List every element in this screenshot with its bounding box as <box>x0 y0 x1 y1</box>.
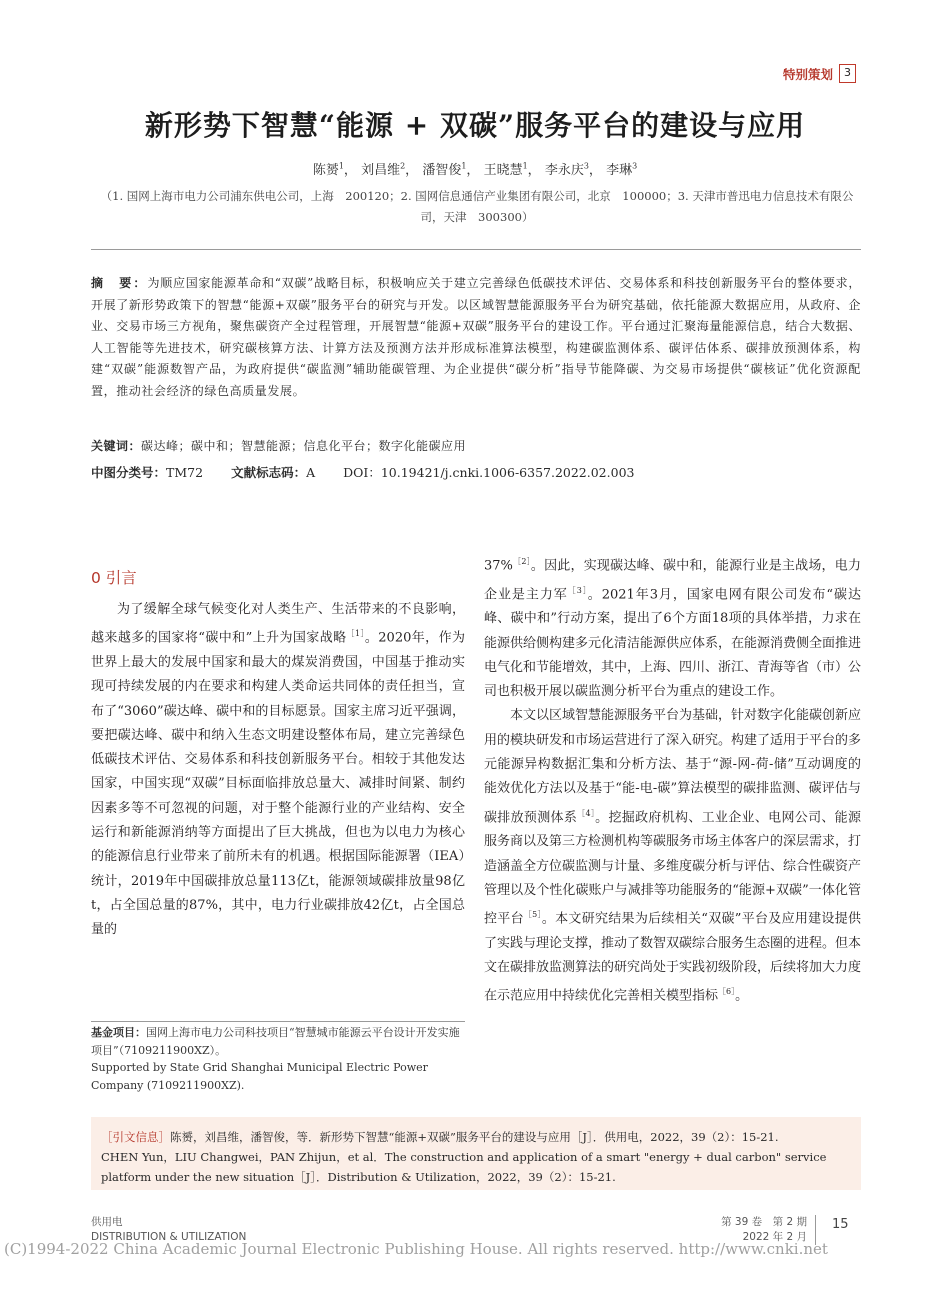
author-sup: 1 <box>338 161 344 171</box>
reference-mark: ［5］ <box>523 910 542 920</box>
fund-label: 基金项目： <box>91 1026 146 1039</box>
author-sup: 2 <box>400 161 406 171</box>
journal-cn: 供用电 <box>91 1216 123 1228</box>
text-run: 37% <box>484 558 513 574</box>
keywords <box>91 437 466 454</box>
left-column <box>91 598 465 942</box>
author-sup: 1 <box>461 161 467 171</box>
body-paragraph <box>484 550 861 704</box>
fund-cn: 国网上海市电力公司科技项目“智慧城市能源云平台设计开发实施项目”（7109211900XZ）。 <box>91 1026 460 1057</box>
abstract-label: 摘 要： <box>91 276 148 290</box>
affiliations: （1. 国网上海市电力公司浦东供电公司，上海 200120；2. 国网信息通信产业集团有限公司，北京 100000；3. 天津市普迅电力信息技术有限公司，天津 300300） <box>100 189 854 224</box>
author-name: 陈赟 <box>312 163 339 178</box>
citation-box <box>91 1117 861 1190</box>
copyright-watermark: (C)1994-2022 China Academic Journal Electronic Publishing House. All rights reserved. http://www.cnki.net <box>4 1240 828 1258</box>
author-name: 刘昌维 <box>361 163 401 178</box>
abstract-text: 为顺应国家能源革命和“双碳”战略目标，积极响应关于建立完善绿色低碳技术评估、交易体系和科技创新服务平台的整体要求，开展了新形势政策下的智慧“能源+双碳”服务平台的研究与开发。以区域智慧能源服务平台为研究基础，依托能源大数据应用，从政府、企业、交易市场三方视角，聚焦碳资产全过程管理，开展智慧“能源+双碳”服务平台的建设工作。平台通过汇聚海量能源信息，结合大数据、人工智能等先进技术，研究碳核算方法、计算方法及预测方法并形成标准算法模型，构建碳监测体系、碳评估体系、碳排放预测体系，构建“双碳”能源数智产品，为政府提供“碳监测”辅助能碳管理、为企业提供“碳分析”指导节能降碳、为交易市场提供“碳核证”优化资源配置，推动社会经济的绿色高质量发展。 <box>91 276 861 398</box>
paper-title: 新形势下智慧“能源 + 双碳”服务平台的建设与应用 <box>144 109 806 142</box>
text-run: 。本文研究结果为后续相关“双碳”平台及应用建设提供了实践与理论支撑，推动了数智双碳综合服务生态圈的进程。但本文在碳排放监测算法的研究尚处于实践初级阶段，后续将加大力度在示范应用中持续优化完善相关模型指标 <box>484 911 862 1004</box>
text-run: 。2021年3月，国家电网有限公司发布“碳达峰、碳中和”行动方案，提出了6个方面18项的具体举措，力求在能源供给侧构建多元化清洁能源供应体系，在能源消费侧全面推进电气化和节能增效，其中，上海、四川、浙江、青海等省（市）公司也积极开展以碳监测分析平台为重点的建设工作。 <box>484 586 862 700</box>
journal-en: DISTRIBUTION & UTILIZATION <box>91 1231 247 1243</box>
right-column <box>484 550 861 1009</box>
doi-value: 10.19421/j.cnki.1006-6357.2022.02.003 <box>380 465 635 480</box>
fund-divider <box>91 1021 465 1022</box>
text-run: 。因此，实现碳达峰、碳中和，能源行业是主战场，电力企业是主力军 <box>484 558 861 602</box>
text-run: 。2020年，作为世界上最大的发展中国家和最大的煤炭消费国，中国基于推动实现可持续发展的内在要求和构建人类命运共同体的责任担当，宣布了“3060”碳达峰、碳中和的目标愿景。国家主席习近平强调，要把碳达峰、碳中和纳入生态文明建设整体布局，建立完善绿色低碳技术评估、交易体系和科技创新服务平台。相较于其他发达国家，中国实现“双碳”目标面临排放总量大、减排时间紧、制约因素多等不可忽视的问题，对于整个能源行业的产业结构、安全运行和新能源消纳等方面提出了巨大挑战，但也为以电力为核心的能源信息行业带来了前所未有的机遇。根据国际能源署（IEA）统计，2019年中国碳排放总量113亿t，能源领域碳排放量98亿t，占全国总量的87%，其中，电力行业碳排放42亿t，占全国总量的 <box>91 630 465 938</box>
reference-mark: ［6］ <box>718 987 736 997</box>
abstract <box>91 273 861 402</box>
citation-cn: 陈赟，刘昌维，潘智俊，等．新形势下智慧“能源+双碳”服务平台的建设与应用［J］．供用电，2022，39（2）：15-21. <box>170 1130 779 1144</box>
author-name: 王晓慧 <box>483 163 523 178</box>
doi-label: DOI： <box>343 465 381 480</box>
reference-mark: ［2］ <box>512 557 531 566</box>
text-run: 。挖掘政府机构、工业企业、电网公司、能源服务商以及第三方检测机构等碳服务市场主体客户的深层需求，打造涵盖全方位碳监测与计量、多维度碳分析与评估、综合性碳资产管理以及个性化碳账户与减排等功能服务的“能源+双碳”一体化管控平台 <box>484 809 862 927</box>
body-paragraph <box>91 598 465 942</box>
citation-en: CHEN Yun，LIU Changwei，PAN Zhijun，et al．The construction and application of a smart "energy + dual carbon" service platform under the new situation［J］．Distribution & Utilization，2022，39（2）：15-21. <box>101 1150 827 1184</box>
keywords-label: 关键词： <box>91 439 142 453</box>
keywords-text: 碳达峰；碳中和；智慧能源；信息化平台；数字化能碳应用 <box>141 439 467 453</box>
doc-code-value: A <box>306 465 316 480</box>
divider <box>91 249 861 250</box>
reference-mark: ［3］ <box>567 585 588 595</box>
citation-label: ［引文信息］ <box>101 1130 170 1144</box>
reference-mark: ［1］ <box>346 629 365 639</box>
reference-mark: ［4］ <box>577 808 596 818</box>
text-run: 。 <box>735 988 749 1004</box>
author-sup: 1 <box>522 161 528 171</box>
doc-code-label: 文献标志码： <box>231 465 307 480</box>
clc-value: TM72 <box>166 465 204 480</box>
body-paragraph <box>484 704 861 1009</box>
fund-note <box>91 1024 465 1094</box>
text-run: 为了缓解全球气候变化对人类生产、生活带来的不良影响，越来越多的国家将“碳中和”上升为国家战略 <box>91 602 465 646</box>
clc-label: 中图分类号： <box>91 465 167 480</box>
section-heading: 0 引言 <box>91 569 137 587</box>
author-name: 李琳 <box>606 163 633 178</box>
author-name: 李永庆 <box>544 163 584 178</box>
section-label: 特别策划 <box>782 66 833 82</box>
author-sup: 3 <box>632 161 638 171</box>
fund-en: Supported by State Grid Shanghai Municipal Electric Power Company (7109211900XZ). <box>91 1061 428 1092</box>
classification <box>91 463 634 481</box>
page-badge: 3 <box>839 64 856 83</box>
author-name: 潘智俊 <box>422 163 462 178</box>
text-run: 本文以区域智慧能源服务平台为基础，针对数字化能碳创新应用的模块研发和市场运营进行了深入研究。构建了适用于平台的多元能源异构数据汇集和分析方法、基于“源-网-荷-储”互动调度的能效优化方法以及基于“能-电-碳”算法模型的碳排监测、碳评估与碳排放预测体系 <box>484 708 862 825</box>
issue-volume: 第 39 卷 第 2 期 <box>721 1216 807 1228</box>
page-number: 15 <box>832 1217 849 1232</box>
issue-date: 2022 年 2 月 <box>742 1231 807 1243</box>
section-tag <box>783 64 856 83</box>
author-sup: 3 <box>583 161 589 171</box>
author-list: 陈赟$^1$， 刘昌维$^2$， 潘智俊$^1$， 王晓慧$^1$， 李永庆$^3$， 李琳$^3$ <box>312 161 638 178</box>
